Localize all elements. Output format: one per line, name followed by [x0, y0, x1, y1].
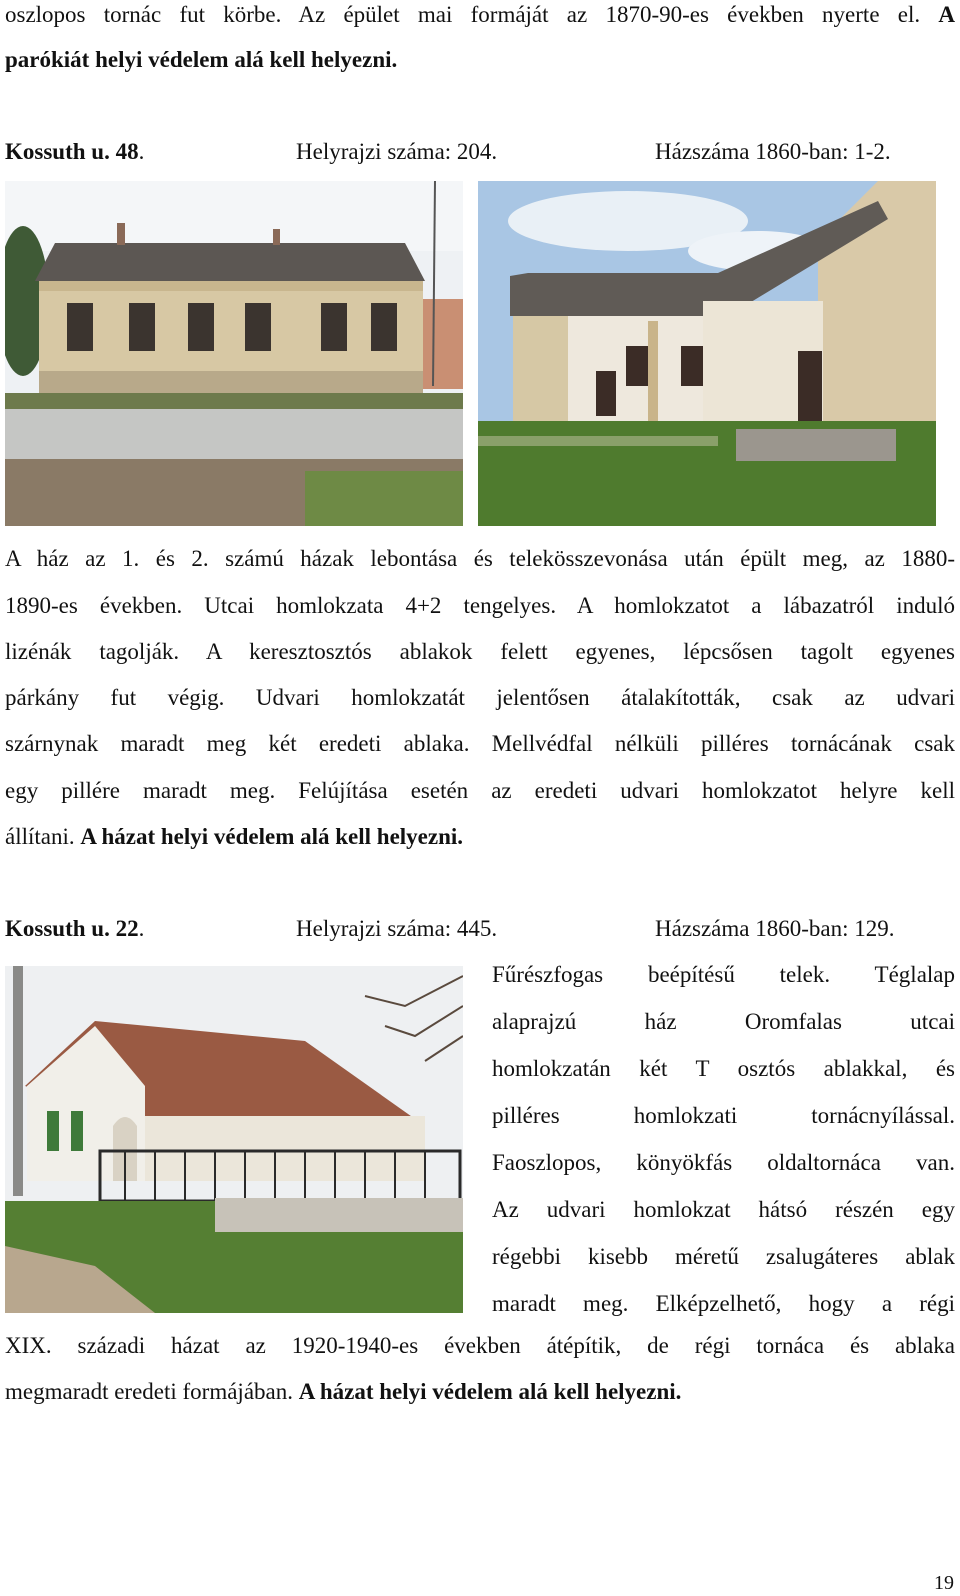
entry2-column-line-6: Az udvari homlokzat hátsó részén egy: [492, 1197, 955, 1222]
entry1-last-plain: állítani.: [5, 824, 75, 849]
entry2-house-photo: [5, 966, 463, 1313]
intro-text: oszlopos tornác fut körbe. Az épület mai formáját az 1870-90-es években nyerte el.: [5, 2, 921, 27]
entry1-address: Kossuth u. 48.: [5, 139, 145, 164]
entry2-address: Kossuth u. 22.: [5, 916, 145, 941]
entry1-street-photo: [5, 181, 463, 526]
entry1-text-line-3: lizénák tagolják. A keresztosztós ablakok felett egyenes, lépcsősen tagolt egyenes: [5, 639, 955, 664]
entry1-house-number-1860: Házszáma 1860-ban: 1-2.: [655, 139, 891, 164]
entry1-text-line-7: [5, 824, 955, 850]
entry1-text-line-6: egy pillére maradt meg. Felújítása esetén az eredeti udvari homlokzatot helyre kell: [5, 778, 955, 803]
entry1-text-line-4: párkány fut végig. Udvari homlokzatát jelentősen átalakították, csak az udvari: [5, 685, 955, 710]
entry2-text-column: [492, 962, 955, 1338]
entry2-column-line-3: homlokzatán két T osztós ablakkal, és: [492, 1056, 955, 1081]
entry2-protection-note: A házat helyi védelem alá kell helyezni.: [298, 1379, 682, 1404]
entry2-lot-number: Helyrajzi száma: 445.: [296, 916, 498, 941]
page-number: 19: [934, 1572, 954, 1594]
entry2-column-line-1: Fűrészfogas beépítésű telek. Téglalap: [492, 962, 955, 987]
entry1-courtyard-photo: [478, 181, 936, 526]
entry1-text-line-2: 1890-es években. Utcai homlokzata 4+2 tengelyes. A homlokzatot a lábazatról induló: [5, 593, 955, 618]
entry1-lot-number: Helyrajzi száma: 204.: [296, 139, 498, 164]
entry1-protection-note: A házat helyi védelem alá kell helyezni.: [80, 824, 464, 849]
intro-line-2: parókiát helyi védelem alá kell helyezni.: [5, 47, 398, 72]
entry2-column-line-7: régebbi kisebb méretű zsalugáteres ablak: [492, 1244, 955, 1269]
entry2-column-line-5: Faoszlopos, könyökfás oldaltornáca van.: [492, 1150, 955, 1175]
entry2-last-line: [5, 1379, 955, 1405]
entry2-column-line-2: alaprajzú ház Oromfalas utcai: [492, 1009, 955, 1034]
entry1-text-line-1: A ház az 1. és 2. számú házak lebontása és telekösszevonása után épült meg, az 1880-: [5, 546, 955, 571]
entry2-house-number-1860: Házszáma 1860-ban: 129.: [655, 916, 895, 941]
entry2-column-line-4: pilléres homlokzati tornácnyílással.: [492, 1103, 955, 1128]
entry2-column-line-8: maradt meg. Elképzelhető, hogy a régi: [492, 1291, 955, 1316]
entry1-text-line-5: szárnynak maradt meg két eredeti ablaka. Mellvédfal nélküli pilléres tornácának csak: [5, 731, 955, 756]
entry2-full-line: XIX. századi házat az 1920-1940-es években átépítik, de régi tornáca és ablaka: [5, 1333, 955, 1358]
entry2-last-plain: megmaradt eredeti formájában.: [5, 1379, 293, 1404]
intro-bold-start: A: [938, 2, 956, 27]
intro-line-1: [5, 2, 955, 28]
